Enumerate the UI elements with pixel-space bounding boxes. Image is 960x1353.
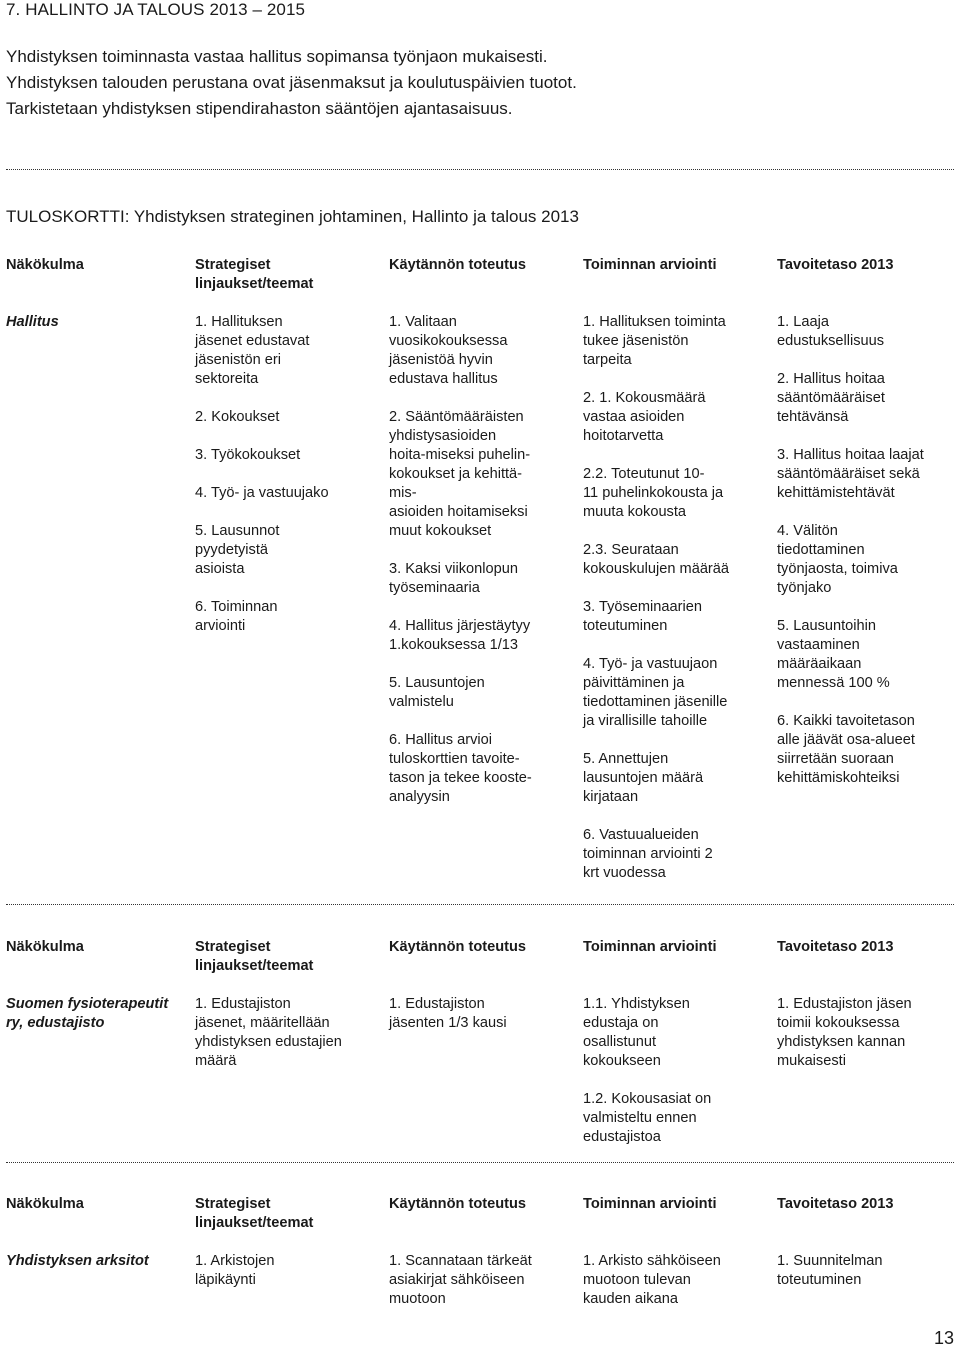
list-item: 1. Edustajiston jäsenten 1/3 kausi: [389, 996, 507, 1031]
implementation-column: [389, 995, 574, 1033]
target-column: [777, 1252, 957, 1290]
list-item: 1. Suunnitelman toteutuminen: [777, 1253, 883, 1288]
evaluation-column: [583, 1252, 768, 1309]
list-item: 2.2. Toteutunut 10- 11 puhelinkokousta ja muuta kokousta: [583, 466, 724, 520]
list-item: 1. Scannataan tärkeät asiakirjat sähköiseen muotoon: [389, 1253, 532, 1307]
list-item: 1. Edustajiston jäsenet, määritellään yhdistyksen edustajien määrä: [195, 996, 342, 1069]
header-nakokulma: Näkökulma: [6, 939, 84, 955]
evaluation-column: [583, 313, 768, 883]
header-tavoitetaso: Tavoitetaso 2013: [777, 939, 894, 955]
list-item: 1. Arkisto sähköiseen muotoon tulevan kauden aikana: [583, 1253, 721, 1307]
list-item: 4. Hallitus järjestäytyy 1.kokouksessa 1/13: [389, 618, 531, 653]
list-item: 3. Työkokoukset: [195, 447, 301, 463]
list-item: 1. Hallituksen jäsenet edustavat jäsenistön eri sektoreita: [195, 314, 310, 387]
intro-line: Tarkistetaan yhdistyksen stipendirahaston sääntöjen ajantasaisuus.: [6, 99, 513, 118]
list-item: 6. Toiminnan arviointi: [195, 599, 278, 634]
list-item: 6. Kaikki tavoitetason alle jäävät osa-alueet siirretään suoraan kehittämiskohteiksi: [777, 713, 915, 786]
intro-line: Yhdistyksen talouden perustana ovat jäsenmaksut ja koulutuspäivien tuotot.: [6, 73, 577, 92]
header-toiminnan-arviointi: Toiminnan arviointi: [583, 1196, 717, 1212]
header-tavoitetaso: Tavoitetaso 2013: [777, 257, 894, 273]
intro-line: Yhdistyksen toiminnasta vastaa hallitus sopimansa työnjaon mukaisesti.: [6, 47, 548, 66]
row-label: Suomen fysioterapeutit ry, edustajisto: [6, 996, 169, 1031]
header-kaytannon-toteutus: Käytännön toteutus: [389, 257, 527, 273]
list-item: 4. Työ- ja vastuujako: [195, 485, 329, 501]
list-item: 1.2. Kokousasiat on valmisteltu ennen edustajistoa: [583, 1091, 712, 1145]
list-item: 2.3. Seurataan kokouskulujen määrää: [583, 542, 730, 577]
header-toiminnan-arviointi: Toiminnan arviointi: [583, 939, 717, 955]
list-item: 3. Kaksi viikonlopun työseminaaria: [389, 561, 518, 596]
list-item: 1. Edustajiston jäsen toimii kokouksessa yhdistyksen kannan mukaisesti: [777, 996, 912, 1069]
strategies-column: [195, 313, 380, 636]
list-item: 6. Hallitus arvioi tuloskorttien tavoite- tason ja tekee kooste- analyysin: [389, 732, 532, 805]
list-item: 4. Välitön tiedottaminen työnjaosta, toimiva työnjako: [777, 523, 898, 596]
intro-text: [6, 44, 577, 122]
implementation-column: [389, 1252, 574, 1309]
target-column: [777, 995, 957, 1071]
strategies-column: [195, 1252, 380, 1290]
dotted-divider: [6, 1162, 954, 1163]
chapter-heading: 7. HALLINTO JA TALOUS 2013 – 2015: [6, 0, 306, 19]
header-strategiset: Strategiset linjaukset/teemat: [195, 1196, 314, 1231]
strategies-column: [195, 995, 380, 1071]
list-item: 3. Hallitus hoitaa laajat sääntömääräiset sekä kehittämistehtävät: [777, 447, 924, 501]
list-item: 4. Työ- ja vastuujaon päivittäminen ja tiedottaminen jäsenille ja virallisille tahoille: [583, 656, 728, 729]
list-item: 1. Valitaan vuosikokouksessa jäsenistöä hyvin edustava hallitus: [389, 314, 508, 387]
list-item: 2. 1. Kokousmäärä vastaa asioiden hoitotarvetta: [583, 390, 706, 444]
page-number: 13: [933, 1328, 954, 1348]
target-column: [777, 313, 957, 788]
header-kaytannon-toteutus: Käytännön toteutus: [389, 1196, 527, 1212]
dotted-divider: [6, 904, 954, 905]
implementation-column: [389, 313, 574, 807]
list-item: 2. Sääntömääräisten yhdistysasioiden hoita-miseksi puhelin- kokoukset ja kehittä- mis- asioiden hoitamiseksi muut kokoukset: [389, 409, 531, 539]
list-item: 2. Kokoukset: [195, 409, 280, 425]
header-strategiset: Strategiset linjaukset/teemat: [195, 257, 314, 292]
evaluation-column: [583, 995, 768, 1147]
header-nakokulma: Näkökulma: [6, 1196, 84, 1212]
list-item: 1. Arkistojen läpikäynti: [195, 1253, 275, 1288]
header-nakokulma: Näkökulma: [6, 257, 84, 273]
row-label: Hallitus: [6, 314, 59, 330]
list-item: 3. Työseminaarien toteutuminen: [583, 599, 702, 634]
list-item: 6. Vastuualueiden toiminnan arviointi 2 krt vuodessa: [583, 827, 713, 881]
list-item: 2. Hallitus hoitaa sääntömääräiset tehtävänsä: [777, 371, 885, 425]
header-strategiset: Strategiset linjaukset/teemat: [195, 939, 314, 974]
scorecard-title: TULOSKORTTI: Yhdistyksen strateginen johtaminen, Hallinto ja talous 2013: [6, 207, 579, 226]
header-kaytannon-toteutus: Käytännön toteutus: [389, 939, 527, 955]
list-item: 5. Lausuntoihin vastaaminen määräaikaan mennessä 100 %: [777, 618, 890, 691]
dotted-divider: [6, 169, 954, 170]
header-tavoitetaso: Tavoitetaso 2013: [777, 1196, 894, 1212]
list-item: 5. Lausuntojen valmistelu: [389, 675, 485, 710]
list-item: 5. Annettujen lausuntojen määrä kirjataan: [583, 751, 704, 805]
header-toiminnan-arviointi: Toiminnan arviointi: [583, 257, 717, 273]
list-item: 1.1. Yhdistyksen edustaja on osallistunut kokoukseen: [583, 996, 690, 1069]
list-item: 1. Hallituksen toiminta tukee jäsenistön tarpeita: [583, 314, 726, 368]
list-item: 5. Lausunnot pyydetyistä asioista: [195, 523, 280, 577]
row-label: Yhdistyksen arksitot: [6, 1253, 149, 1269]
list-item: 1. Laaja edustuksellisuus: [777, 314, 885, 349]
